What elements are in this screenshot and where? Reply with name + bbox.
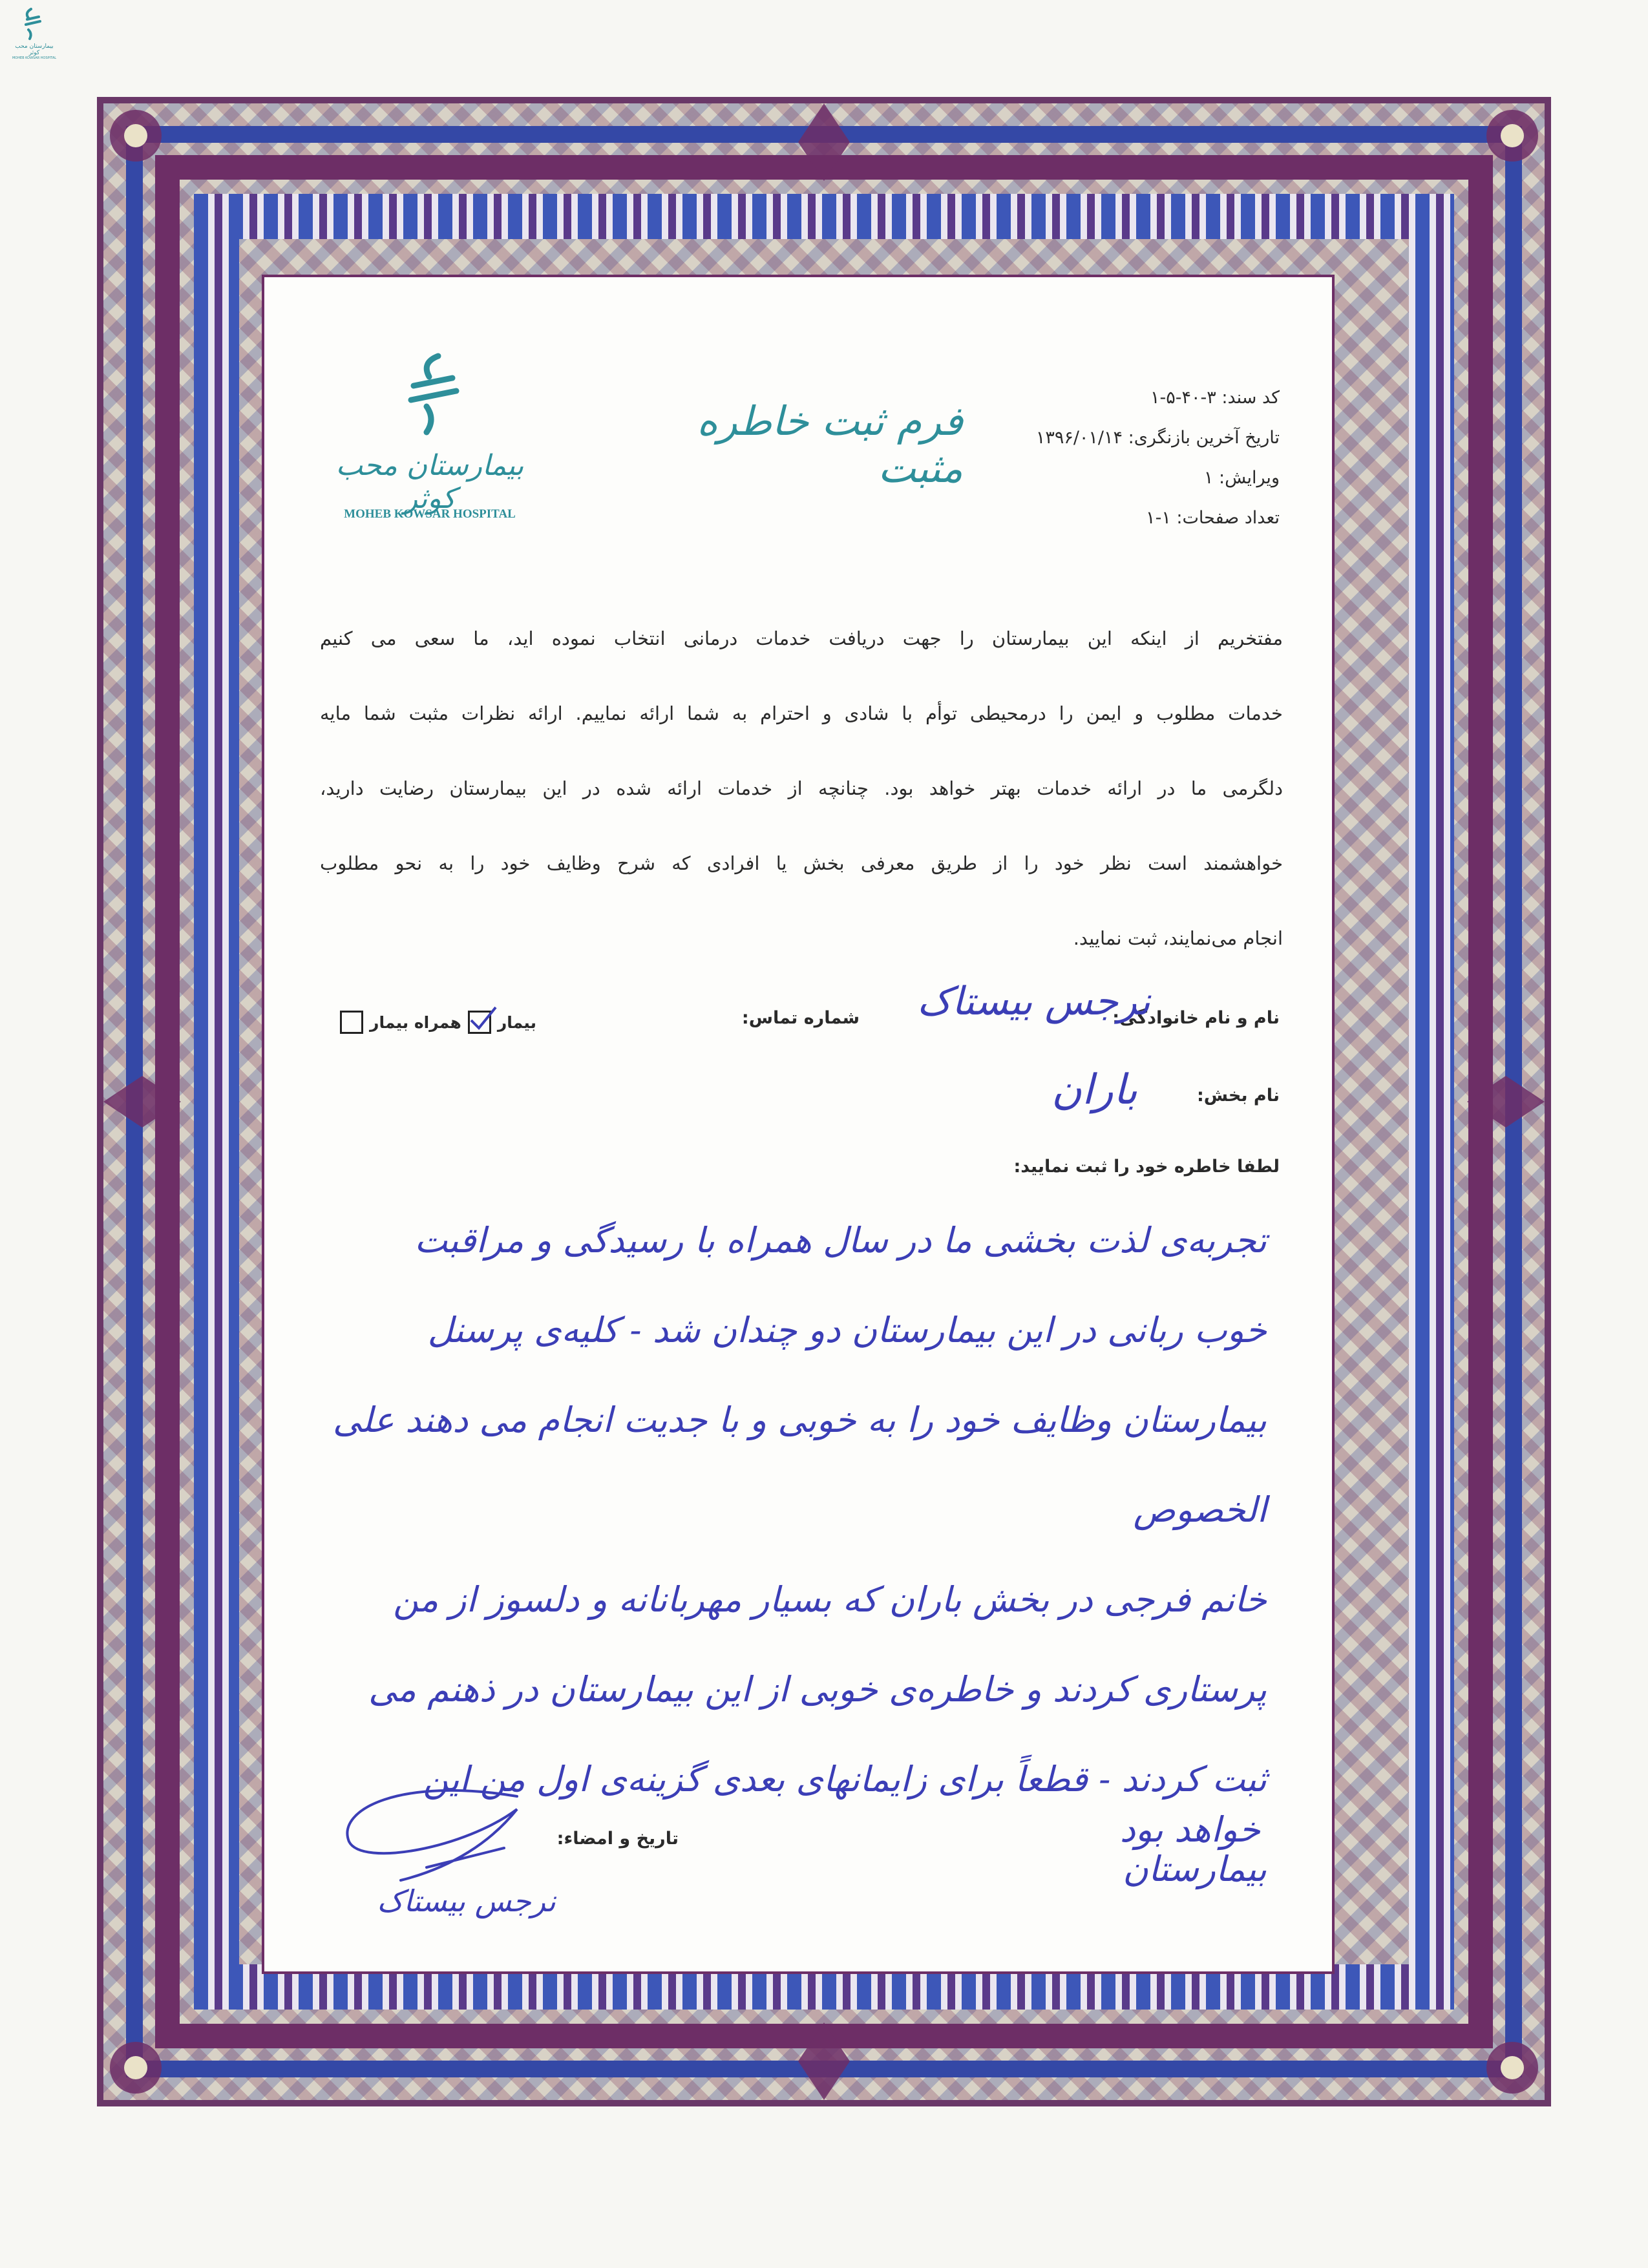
hospital-logo-icon — [388, 352, 478, 436]
page-count: تعداد صفحات: ۱-۱ — [1146, 508, 1280, 528]
top-medallion — [798, 103, 850, 181]
version: ویرایش: ۱ — [1203, 468, 1280, 488]
ward-label: نام بخش: — [1196, 1086, 1280, 1106]
memory-line: بیمارستان وظایف خود را به خوبی و با جدیت انجام می دهند علی الخصوص — [332, 1400, 1267, 1530]
memory-line: ثبت کردند - قطعاً برای زایمانهای بعدی گزینه‌ی اول من این بیمارستان — [423, 1759, 1267, 1889]
intro-paragraph — [320, 601, 1283, 976]
companion-checkbox[interactable] — [340, 1011, 363, 1034]
hospital-logo — [326, 352, 533, 527]
corner-logo-icon — [12, 5, 57, 41]
intro-line: انجام می‌نمایند، ثبت نمایید. — [1073, 927, 1283, 949]
memory-line: تجربه‌ی لذت بخشی ما در سال همراه با رسیدگی و مراقبت — [414, 1220, 1267, 1261]
patient-label: بیمار — [497, 1013, 536, 1032]
phone-label: شماره تماس: — [741, 1008, 860, 1028]
patient-type-group — [323, 1006, 536, 1038]
last-revision-date: تاریخ آخرین بازنگری: ۱۳۹۶/۰۱/۱۴ — [1035, 428, 1280, 448]
memory-line: خانم فرجی در بخش باران که بسیار مهربانانه و دلسوز از من — [393, 1579, 1267, 1620]
memory-line-last: خواهد بود — [1119, 1809, 1260, 1850]
intro-line: خدمات مطلوب و ایمن را درمحیطی توأم با شادی و احترام به شما ارائه نماییم. ارائه نظرات مثبت شما مایه — [320, 702, 1283, 724]
hospital-name-fa: بیمارستان محب کوثر — [335, 449, 524, 515]
memory-line: پرستاری کردند و خاطره‌ی خوبی از این بیمارستان در ذهنم می — [368, 1669, 1267, 1710]
signature-scrawl[interactable] — [323, 1770, 569, 1900]
companion-label: همراه بیمار — [370, 1013, 461, 1032]
intro-line: مفتخریم از اینکه این بیمارستان را جهت دریافت خدمات درمانی انتخاب نموده اید، ما سعی می کنیم — [320, 627, 1283, 649]
right-medallion — [1467, 1076, 1545, 1128]
check-mark-icon — [467, 1003, 501, 1033]
corner-logo — [12, 5, 57, 60]
intro-line: خواهشمند است نظر خود را از طریق معرفی بخش یا افرادی که شرح وظایف خود را به نحو مطلوب — [320, 852, 1283, 874]
doc-code: کد سند: ۳-۴۰-۵-۱ — [1150, 388, 1280, 408]
intro-line: دلگرمی ما در ارائه خدمات بهتر خواهد بود. چنانچه از خدمات ارائه شده در این بیمارستان رضایت دارید، — [320, 777, 1283, 799]
name-label: نام و نام خانوادگی: — [1112, 1008, 1280, 1028]
bottom-medallion — [798, 2022, 850, 2100]
corner-logo-caption: بیمارستان محب کوثر — [15, 43, 54, 56]
ward-value[interactable]: باران — [1051, 1066, 1137, 1114]
memory-label: لطفا خاطره خود را ثبت نمایید: — [1013, 1157, 1280, 1177]
form-title: فرم ثبت خاطره مثبت — [697, 397, 963, 492]
name-value[interactable]: نرجس بیستاک — [917, 979, 1150, 1024]
signature-label: تاریخ و امضاء: — [556, 1829, 679, 1849]
corner-logo-sub: MOHEB KOWSAR HOSPITAL — [12, 56, 57, 60]
signature-name: نرجس بیستاک — [377, 1884, 556, 1918]
memory-line: خوب ربانی در این بیمارستان دو چندان شد - کلیه‌ی پرسنل — [427, 1310, 1267, 1350]
doc-info — [969, 378, 1280, 538]
patient-checkbox[interactable] — [468, 1011, 491, 1034]
left-medallion — [103, 1076, 181, 1128]
hospital-name-en: MOHEB KOWSAR HOSPITAL — [344, 507, 516, 521]
